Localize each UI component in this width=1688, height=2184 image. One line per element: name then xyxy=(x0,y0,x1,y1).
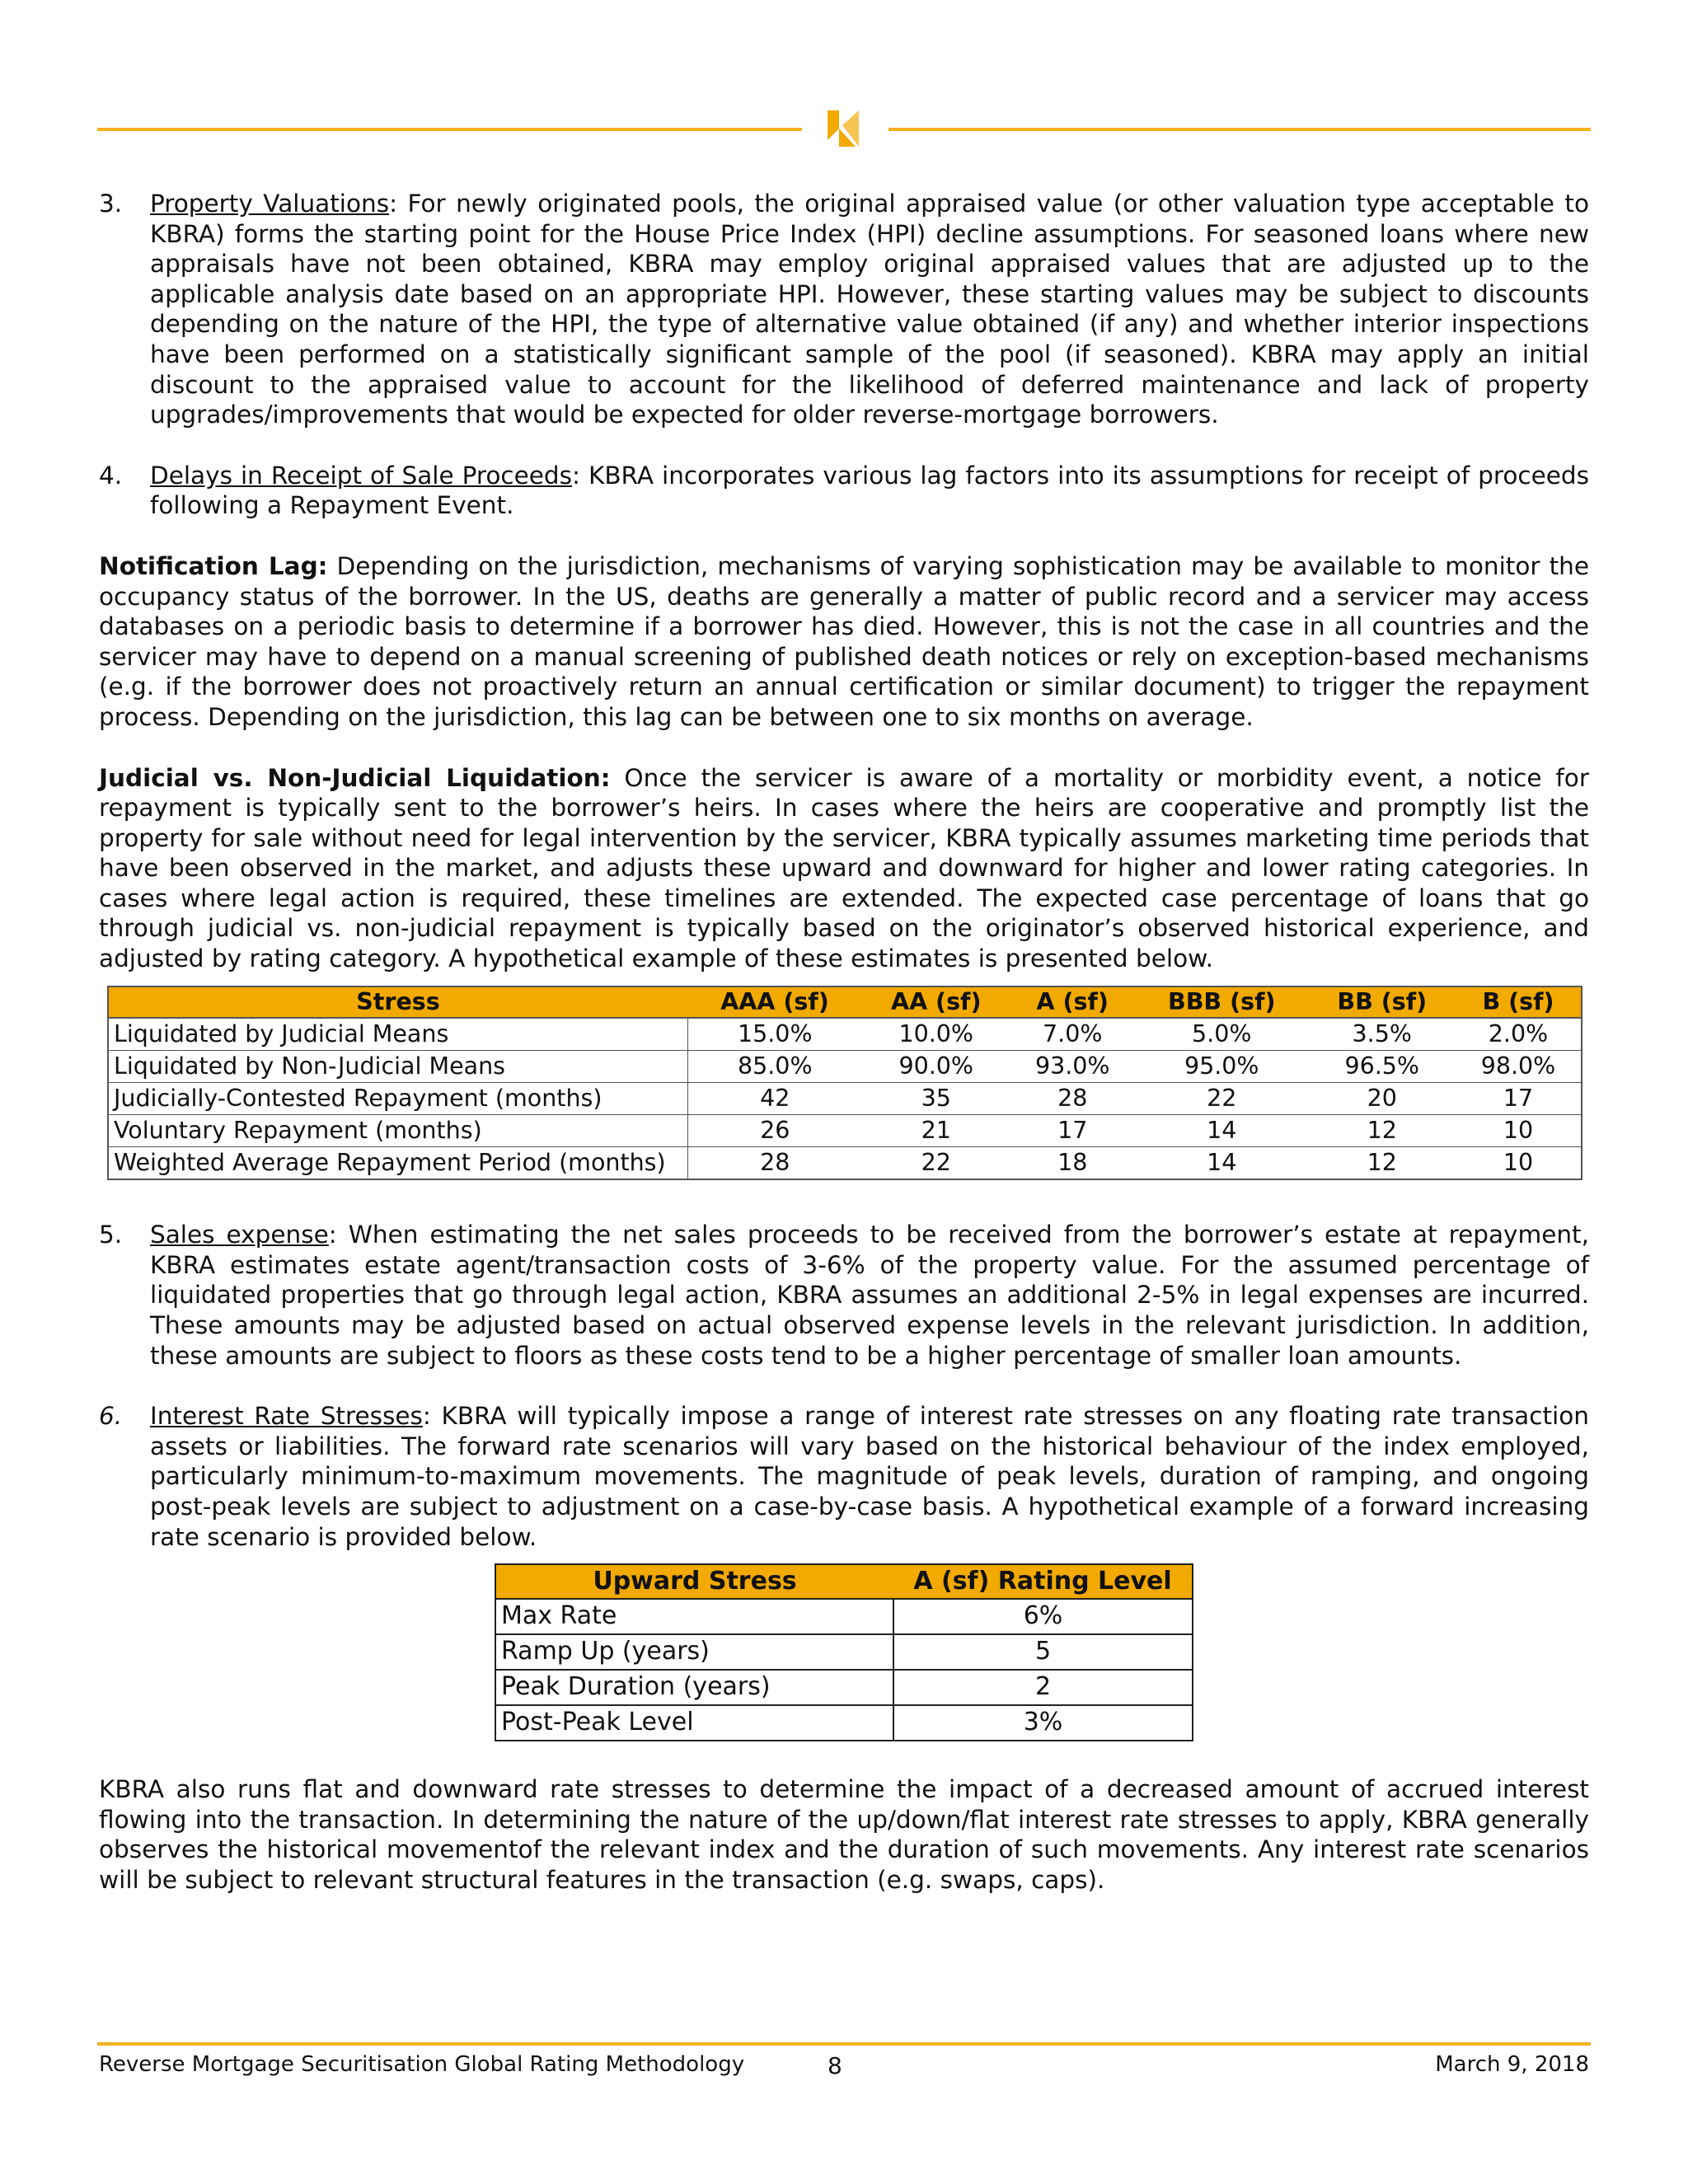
column-header: Upward Stress xyxy=(495,1564,893,1599)
stress-table xyxy=(107,986,1582,1181)
table-row xyxy=(495,1670,1193,1705)
item-sales-expense xyxy=(99,1220,1589,1371)
table-cell: 20 xyxy=(1309,1083,1456,1115)
table-cell: 90.0% xyxy=(862,1051,1010,1083)
item-delays xyxy=(99,461,1589,521)
item-number: 6. xyxy=(99,1402,123,1431)
table-cell: 12 xyxy=(1309,1115,1456,1147)
column-header: BB (sf) xyxy=(1309,987,1456,1019)
table-cell: 26 xyxy=(687,1115,862,1147)
item-text: : For newly originated pools, the original appraised value (or other valuation type acceptable to KBRA) forms the starting point for the House Price Index (HPI) decline assumptions. For seasoned loans where new appraisals have not been obtained, KBRA may employ original appraised values that are adjusted up to the applicable analysis date based on an appropriate HPI. However, these starting values may be subject to discounts depending on the nature of the HPI, the type of alternative value obtained (if any) and whether interior inspections have been performed on a statistically significant sample of the pool (if seasoned). KBRA may apply an initial discount to the appraised value to account for the likelihood of deferred maintenance and lack of property upgrades/improvements that would be expected for older reverse-mortgage borrowers. xyxy=(150,190,1589,429)
table-cell: 15.0% xyxy=(687,1018,862,1051)
table-cell: 17 xyxy=(1456,1083,1582,1115)
footer-document-title: Reverse Mortgage Securitisation Global Rating Methodology xyxy=(99,2052,745,2077)
item-title: Interest Rate Stresses xyxy=(150,1402,423,1431)
table-cell: 96.5% xyxy=(1309,1051,1456,1083)
kbra-k-logo-icon xyxy=(823,107,864,148)
paragraph-text: Depending on the jurisdiction, mechanisms of varying sophistication may be available to monitor the occupancy status of the borrower. In the US, deaths are generally a matter of public record and a servicer may access databases on a periodic basis to determine if a borrower has died. However, this is not the case in all countries and the servicer may have to depend on a manual screening of published death notices or rely on exception-based mechanisms (e.g. if the borrower does not proactively return an annual certification or similar document) to trigger the repayment process. Depending on the jurisdiction, this lag can be between one to six months on average. xyxy=(99,551,1589,731)
document-body xyxy=(99,189,1589,1926)
item-interest-rate-stresses xyxy=(99,1401,1589,1552)
table-cell: 14 xyxy=(1135,1115,1309,1147)
table-cell: 5.0% xyxy=(1135,1018,1309,1051)
table-cell: 98.0% xyxy=(1456,1051,1582,1083)
table-cell: 12 xyxy=(1309,1147,1456,1180)
row-label: Peak Duration (years) xyxy=(495,1670,893,1705)
table-cell: 10 xyxy=(1456,1147,1582,1180)
paragraph-heading: Notification Lag: xyxy=(99,551,328,580)
row-label: Post-Peak Level xyxy=(495,1705,893,1741)
page-number: 8 xyxy=(828,2052,842,2079)
column-header: Stress xyxy=(108,987,687,1019)
table-cell: 85.0% xyxy=(687,1051,862,1083)
table-cell: 18 xyxy=(1010,1147,1135,1180)
item-number: 5. xyxy=(99,1221,123,1249)
footer-rule xyxy=(97,2042,1591,2046)
item-title: Delays in Receipt of Sale Proceeds xyxy=(150,461,573,490)
table-row xyxy=(495,1705,1193,1741)
item-text: : When estimating the net sales proceeds to be received from the borrower’s estate at repayment, KBRA estimates estate agent/transaction costs of 3-6% of the property value. For the assumed percentage of liquidated properties that go through legal action, KBRA assumes an additional 2-5% in legal expenses are incurred. These amounts may be adjusted based on actual observed expense levels in the relevant jurisdiction. In addition, these amounts are subject to floors as these costs tend to be a higher percentage of smaller loan amounts. xyxy=(150,1221,1590,1370)
table-row xyxy=(108,1115,1582,1147)
table-cell: 17 xyxy=(1010,1115,1135,1147)
table-cell: 3% xyxy=(893,1705,1193,1741)
footer-date: March 9, 2018 xyxy=(1435,2052,1589,2077)
row-label: Liquidated by Non-Judicial Means xyxy=(108,1051,687,1083)
rate-table-wrapper xyxy=(495,1563,1589,1741)
table-cell: 22 xyxy=(862,1147,1010,1180)
column-header: AAA (sf) xyxy=(687,987,862,1019)
row-label: Voluntary Repayment (months) xyxy=(108,1115,687,1147)
item-text: : KBRA will typically impose a range of interest rate stresses on any floating rate transaction assets or liabilities. The forward rate scenarios will vary based on the historical behaviour of the index employed, particularly minimum-to-maximum movements. The magnitude of peak levels, duration of ramping, and ongoing post-peak levels are subject to adjustment on a case-by-case basis. A hypothetical example of a forward increasing rate scenario is provided below. xyxy=(150,1402,1589,1551)
table-cell: 95.0% xyxy=(1135,1051,1309,1083)
table-cell: 2 xyxy=(893,1670,1193,1705)
table-cell: 28 xyxy=(1010,1083,1135,1115)
rate-scenario-table xyxy=(495,1563,1193,1741)
table-row xyxy=(108,1018,1582,1051)
header-rule-left xyxy=(97,128,802,131)
table-header-row xyxy=(495,1564,1193,1599)
stress-table-wrapper xyxy=(107,986,1589,1181)
table-cell: 14 xyxy=(1135,1147,1309,1180)
item-property-valuations xyxy=(99,189,1589,430)
row-label: Liquidated by Judicial Means xyxy=(108,1018,687,1051)
item-number: 3. xyxy=(99,190,123,218)
column-header: A (sf) xyxy=(1010,987,1135,1019)
row-label: Judicially-Contested Repayment (months) xyxy=(108,1083,687,1115)
table-cell: 10.0% xyxy=(862,1018,1010,1051)
table-cell: 22 xyxy=(1135,1083,1309,1115)
paragraph-heading: Judicial vs. Non-Judicial Liquidation: xyxy=(99,763,611,792)
table-header-row xyxy=(108,987,1582,1019)
notification-lag-paragraph xyxy=(99,551,1589,733)
table-cell: 3.5% xyxy=(1309,1018,1456,1051)
table-cell: 10 xyxy=(1456,1115,1582,1147)
table-cell: 5 xyxy=(893,1634,1193,1670)
table-row xyxy=(495,1599,1193,1634)
table-cell: 2.0% xyxy=(1456,1018,1582,1051)
closing-paragraph: KBRA also runs flat and downward rate stresses to determine the impact of a decreased amount of accrued interest flowing into the transaction. In determining the nature of the up/down/flat interest rate stresses to apply, KBRA generally observes the historical movementof the relevant index and the duration of such movements. Any interest rate scenarios will be subject to relevant structural features in the transaction (e.g. swaps, caps). xyxy=(99,1775,1589,1894)
row-label: Weighted Average Repayment Period (months) xyxy=(108,1147,687,1180)
item-title: Property Valuations xyxy=(150,190,390,218)
item-number: 4. xyxy=(99,461,123,490)
table-row xyxy=(108,1083,1582,1115)
column-header: B (sf) xyxy=(1456,987,1582,1019)
table-cell: 93.0% xyxy=(1010,1051,1135,1083)
table-row xyxy=(495,1634,1193,1670)
table-cell: 6% xyxy=(893,1599,1193,1634)
column-header: A (sf) Rating Level xyxy=(893,1564,1193,1599)
item-title: Sales expense xyxy=(150,1221,329,1249)
table-cell: 21 xyxy=(862,1115,1010,1147)
row-label: Max Rate xyxy=(495,1599,893,1634)
paragraph-text: Once the servicer is aware of a mortality or morbidity event, a notice for repayment is typically sent to the borrower’s heirs. In cases where the heirs are cooperative and promptly list the property for sale without need for legal intervention by the servicer, KBRA typically assumes marketing time periods that have been observed in the market, and adjusts these upward and downward for higher and lower rating categories. In cases where legal action is required, these timelines are extended. The expected case percentage of loans that go through judicial vs. non-judicial repayment is typically based on the originator’s observed historical experience, and adjusted by rating category. A hypothetical example of these estimates is presented below. xyxy=(99,763,1589,973)
table-cell: 35 xyxy=(862,1083,1010,1115)
table-cell: 28 xyxy=(687,1147,862,1180)
judicial-paragraph xyxy=(99,763,1589,974)
column-header: BBB (sf) xyxy=(1135,987,1309,1019)
column-header: AA (sf) xyxy=(862,987,1010,1019)
row-label: Ramp Up (years) xyxy=(495,1634,893,1670)
item-text: : KBRA incorporates various lag factors into its assumptions for receipt of proceeds following a Repayment Event. xyxy=(150,461,1589,520)
table-cell: 7.0% xyxy=(1010,1018,1135,1051)
header-rule-right xyxy=(889,128,1591,131)
table-row xyxy=(108,1147,1582,1180)
table-cell: 42 xyxy=(687,1083,862,1115)
table-row xyxy=(108,1051,1582,1083)
